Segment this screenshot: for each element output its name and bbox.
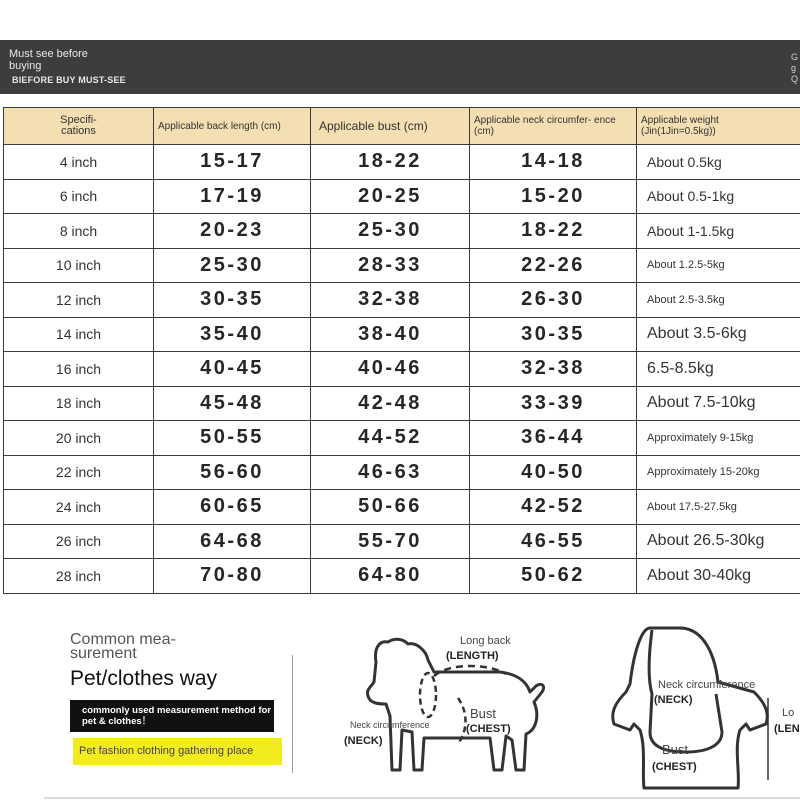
clothes-neck-circ-label: Neck circumference <box>658 679 756 691</box>
back-length-cell: 40-45 <box>154 352 311 387</box>
header-subtitle: BIEFORE BUY MUST-SEE <box>12 75 126 85</box>
table-row <box>4 455 800 490</box>
weight-cell: 6.5-8.5kg <box>637 352 800 387</box>
col-header-back-length: Applicable back length (cm) <box>154 108 311 145</box>
col-header-neck: Applicable neck circumfer- ence (cm) <box>470 108 637 145</box>
bust-cell: 32-38 <box>311 283 470 318</box>
dog-bust-label: Bust <box>470 706 497 721</box>
bust-cell: 64-80 <box>311 559 470 594</box>
bust-cell: 50-66 <box>311 490 470 525</box>
back-length-cell: 70-80 <box>154 559 311 594</box>
header-bar <box>0 40 800 94</box>
dog-length-label: (LENGTH) <box>446 650 499 662</box>
back-length-cell: 64-68 <box>154 524 311 559</box>
col-header-bust: Applicable bust (cm) <box>311 108 470 145</box>
neck-cell: 33-39 <box>470 386 637 421</box>
spec-cell: 10 inch <box>4 248 154 283</box>
weight-cell: About 30-40kg <box>637 559 800 594</box>
divider <box>292 655 293 773</box>
back-length-cell: 60-65 <box>154 490 311 525</box>
bust-cell: 25-30 <box>311 214 470 249</box>
header-title: Must see before buying <box>9 48 88 72</box>
spec-cell: 28 inch <box>4 559 154 594</box>
bust-cell: 42-48 <box>311 386 470 421</box>
neck-cell: 14-18 <box>470 145 637 180</box>
back-length-cell: 30-35 <box>154 283 311 318</box>
back-length-cell: 25-30 <box>154 248 311 283</box>
weight-cell: About 2.5-3.5kg <box>637 283 800 318</box>
weight-cell: About 0.5kg <box>637 145 800 180</box>
neck-cell: 46-55 <box>470 524 637 559</box>
table-row <box>4 179 800 214</box>
clothes-length-label: Lo <box>782 707 795 719</box>
size-table <box>3 107 800 594</box>
clothes-chest-label: (CHEST) <box>652 761 697 773</box>
table-row <box>4 283 800 318</box>
col-header-spec: Specifi- cations <box>4 108 154 145</box>
spec-cell: 22 inch <box>4 455 154 490</box>
table-row <box>4 421 800 456</box>
dog-neck-circ-label: Neck circumference <box>350 720 430 730</box>
spec-cell: 16 inch <box>4 352 154 387</box>
bust-cell: 46-63 <box>311 455 470 490</box>
back-length-cell: 17-19 <box>154 179 311 214</box>
table-row <box>4 386 800 421</box>
weight-cell: About 17.5-27.5kg <box>637 490 800 525</box>
bust-cell: 55-70 <box>311 524 470 559</box>
neck-cell: 32-38 <box>470 352 637 387</box>
back-length-cell: 56-60 <box>154 455 311 490</box>
neck-cell: 50-62 <box>470 559 637 594</box>
bottom-divider <box>44 797 800 799</box>
weight-cell: Approximately 9-15kg <box>637 421 800 456</box>
clothes-neck-label: (NECK) <box>654 694 693 706</box>
bust-cell: 38-40 <box>311 317 470 352</box>
spec-cell: 24 inch <box>4 490 154 525</box>
back-length-cell: 20-23 <box>154 214 311 249</box>
table-row <box>4 248 800 283</box>
weight-cell: About 26.5-30kg <box>637 524 800 559</box>
weight-cell: About 1.2.5-5kg <box>637 248 800 283</box>
neck-cell: 30-35 <box>470 317 637 352</box>
weight-cell: About 0.5-1kg <box>637 179 800 214</box>
table-row <box>4 352 800 387</box>
spec-cell: 18 inch <box>4 386 154 421</box>
col-header-weight: Applicable weight (Jin(1Jin=0.5kg)) <box>637 108 800 145</box>
spec-cell: 12 inch <box>4 283 154 318</box>
clothes-length-sub-label: (LEN <box>774 723 800 735</box>
bust-cell: 28-33 <box>311 248 470 283</box>
back-length-cell: 50-55 <box>154 421 311 456</box>
neck-cell: 36-44 <box>470 421 637 456</box>
header-edge-text: G g Q <box>791 52 799 84</box>
back-length-cell: 15-17 <box>154 145 311 180</box>
legend-yellow-box: Pet fashion clothing gathering place <box>73 738 282 765</box>
neck-cell: 40-50 <box>470 455 637 490</box>
spec-cell: 8 inch <box>4 214 154 249</box>
table-row <box>4 214 800 249</box>
measurement-diagram <box>330 620 800 800</box>
legend-block <box>70 633 217 691</box>
bust-cell: 44-52 <box>311 421 470 456</box>
neck-cell: 18-22 <box>470 214 637 249</box>
dog-long-back-label: Long back <box>460 635 511 647</box>
legend-black-box: commonly used measurement method for pet & clothes！ <box>70 700 274 732</box>
bust-cell: 40-46 <box>311 352 470 387</box>
clothes-bust-label: Bust <box>662 742 689 757</box>
bust-cell: 18-22 <box>311 145 470 180</box>
spec-cell: 4 inch <box>4 145 154 180</box>
weight-cell: About 7.5-10kg <box>637 386 800 421</box>
spec-cell: 6 inch <box>4 179 154 214</box>
back-length-cell: 45-48 <box>154 386 311 421</box>
weight-cell: About 3.5-6kg <box>637 317 800 352</box>
weight-cell: About 1-1.5kg <box>637 214 800 249</box>
legend-heading: Pet/clothes way <box>70 667 218 690</box>
spec-cell: 14 inch <box>4 317 154 352</box>
weight-cell: Approximately 15-20kg <box>637 455 800 490</box>
neck-cell: 42-52 <box>470 490 637 525</box>
table-row <box>4 524 800 559</box>
table-row <box>4 559 800 594</box>
neck-cell: 26-30 <box>470 283 637 318</box>
spec-cell: 26 inch <box>4 524 154 559</box>
table-header-row <box>4 108 800 145</box>
back-length-cell: 35-40 <box>154 317 311 352</box>
dog-chest-label: (CHEST) <box>466 723 511 735</box>
neck-cell: 22-26 <box>470 248 637 283</box>
table-row <box>4 145 800 180</box>
table-row <box>4 317 800 352</box>
spec-cell: 20 inch <box>4 421 154 456</box>
neck-cell: 15-20 <box>470 179 637 214</box>
bust-cell: 20-25 <box>311 179 470 214</box>
table-row <box>4 490 800 525</box>
dog-neck-label: (NECK) <box>344 735 383 747</box>
legend-title: Common mea- surement <box>70 631 176 662</box>
